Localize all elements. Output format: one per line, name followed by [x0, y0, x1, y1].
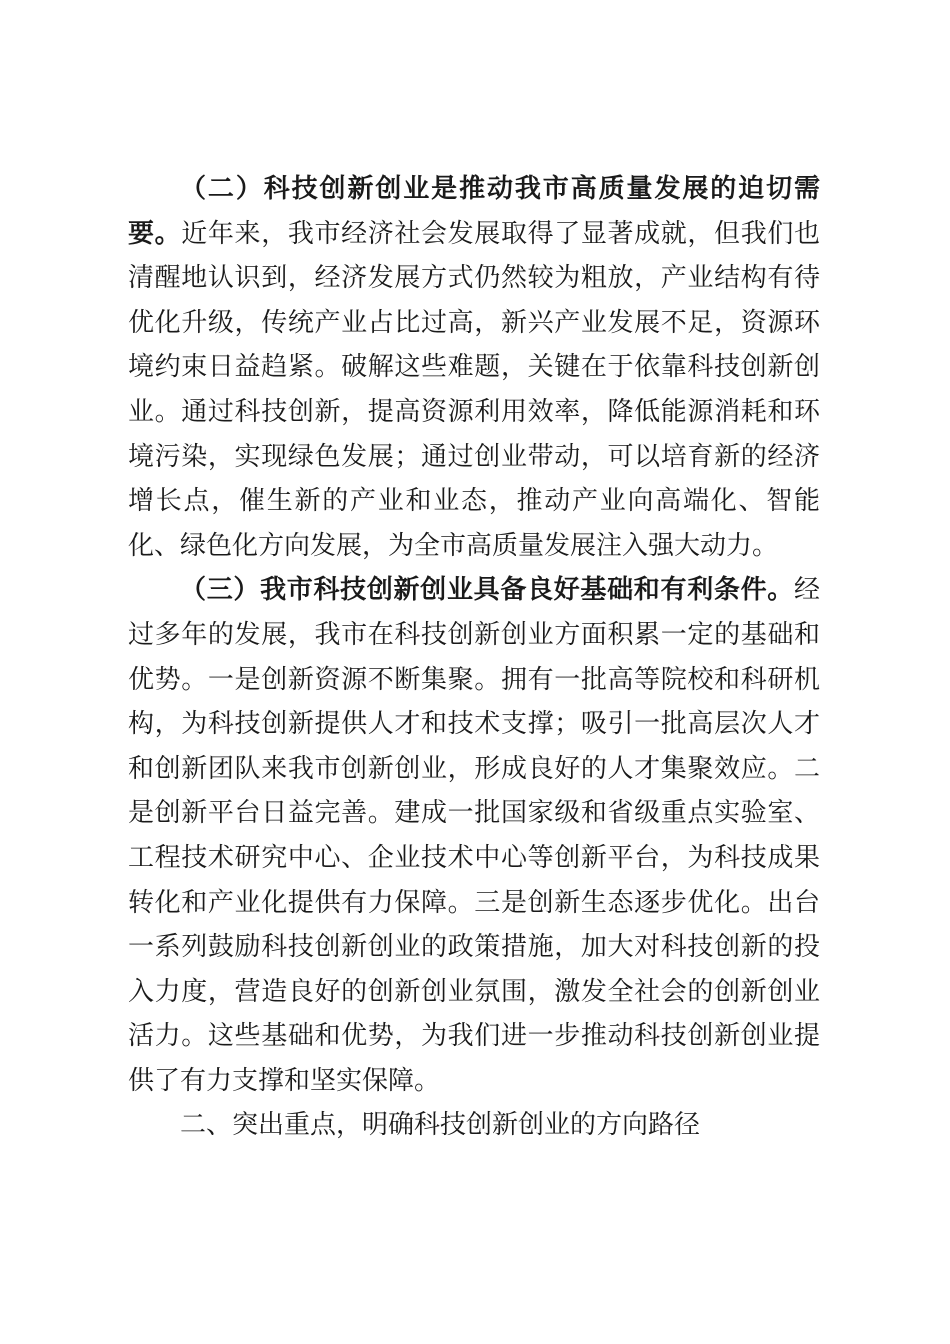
paragraph-2 — [128, 167, 820, 568]
document-body — [128, 167, 820, 1148]
paragraph-3-body: 经过多年的发展，我市在科技创新创业方面积累一定的基础和优势。一是创新资源不断集聚。拥有一批高等院校和科研机构，为科技创新提供人才和技术支撑；吸引一批高层次人才和创新团队来我市创新创业，形成良好的人才集聚效应。二是创新平台日益完善。建成一批国家级和省级重点实验室、工程技术研究中心、企业技术中心等创新平台，为科技成果转化和产业化提供有力保障。三是创新生态逐步优化。出台一系列鼓励科技创新创业的政策措施，加大对科技创新的投入力度，营造良好的创新创业氛围，激发全社会的创新创业活力。这些基础和优势，为我们进一步推动科技创新创业提供了有力支撑和坚实保障。 — [128, 575, 820, 1096]
paragraph-2-lead: （二）科技创新创业是推动我市高质量发展的迫切需要。 — [128, 174, 820, 249]
section-heading: 二、突出重点，明确科技创新创业的方向路径 — [180, 1110, 701, 1141]
paragraph-2-body: 近年来，我市经济社会发展取得了显著成就，但我们也清醒地认识到，经济发展方式仍然较为粗放，产业结构有待优化升级，传统产业占比过高，新兴产业发展不足，资源环境约束日益趋紧。破解这些难题，关键在于依靠科技创新创业。通过科技创新，提高资源利用效率，降低能源消耗和环境污染，实现绿色发展；通过创业带动，可以培育新的经济增长点，催生新的产业和业态，推动产业向高端化、智能化、绿色化方向发展，为全市高质量发展注入强大动力。 — [128, 218, 820, 561]
paragraph-3-lead: （三）我市科技创新创业具备良好基础和有利条件。 — [180, 575, 794, 606]
paragraph-3 — [128, 568, 820, 1103]
